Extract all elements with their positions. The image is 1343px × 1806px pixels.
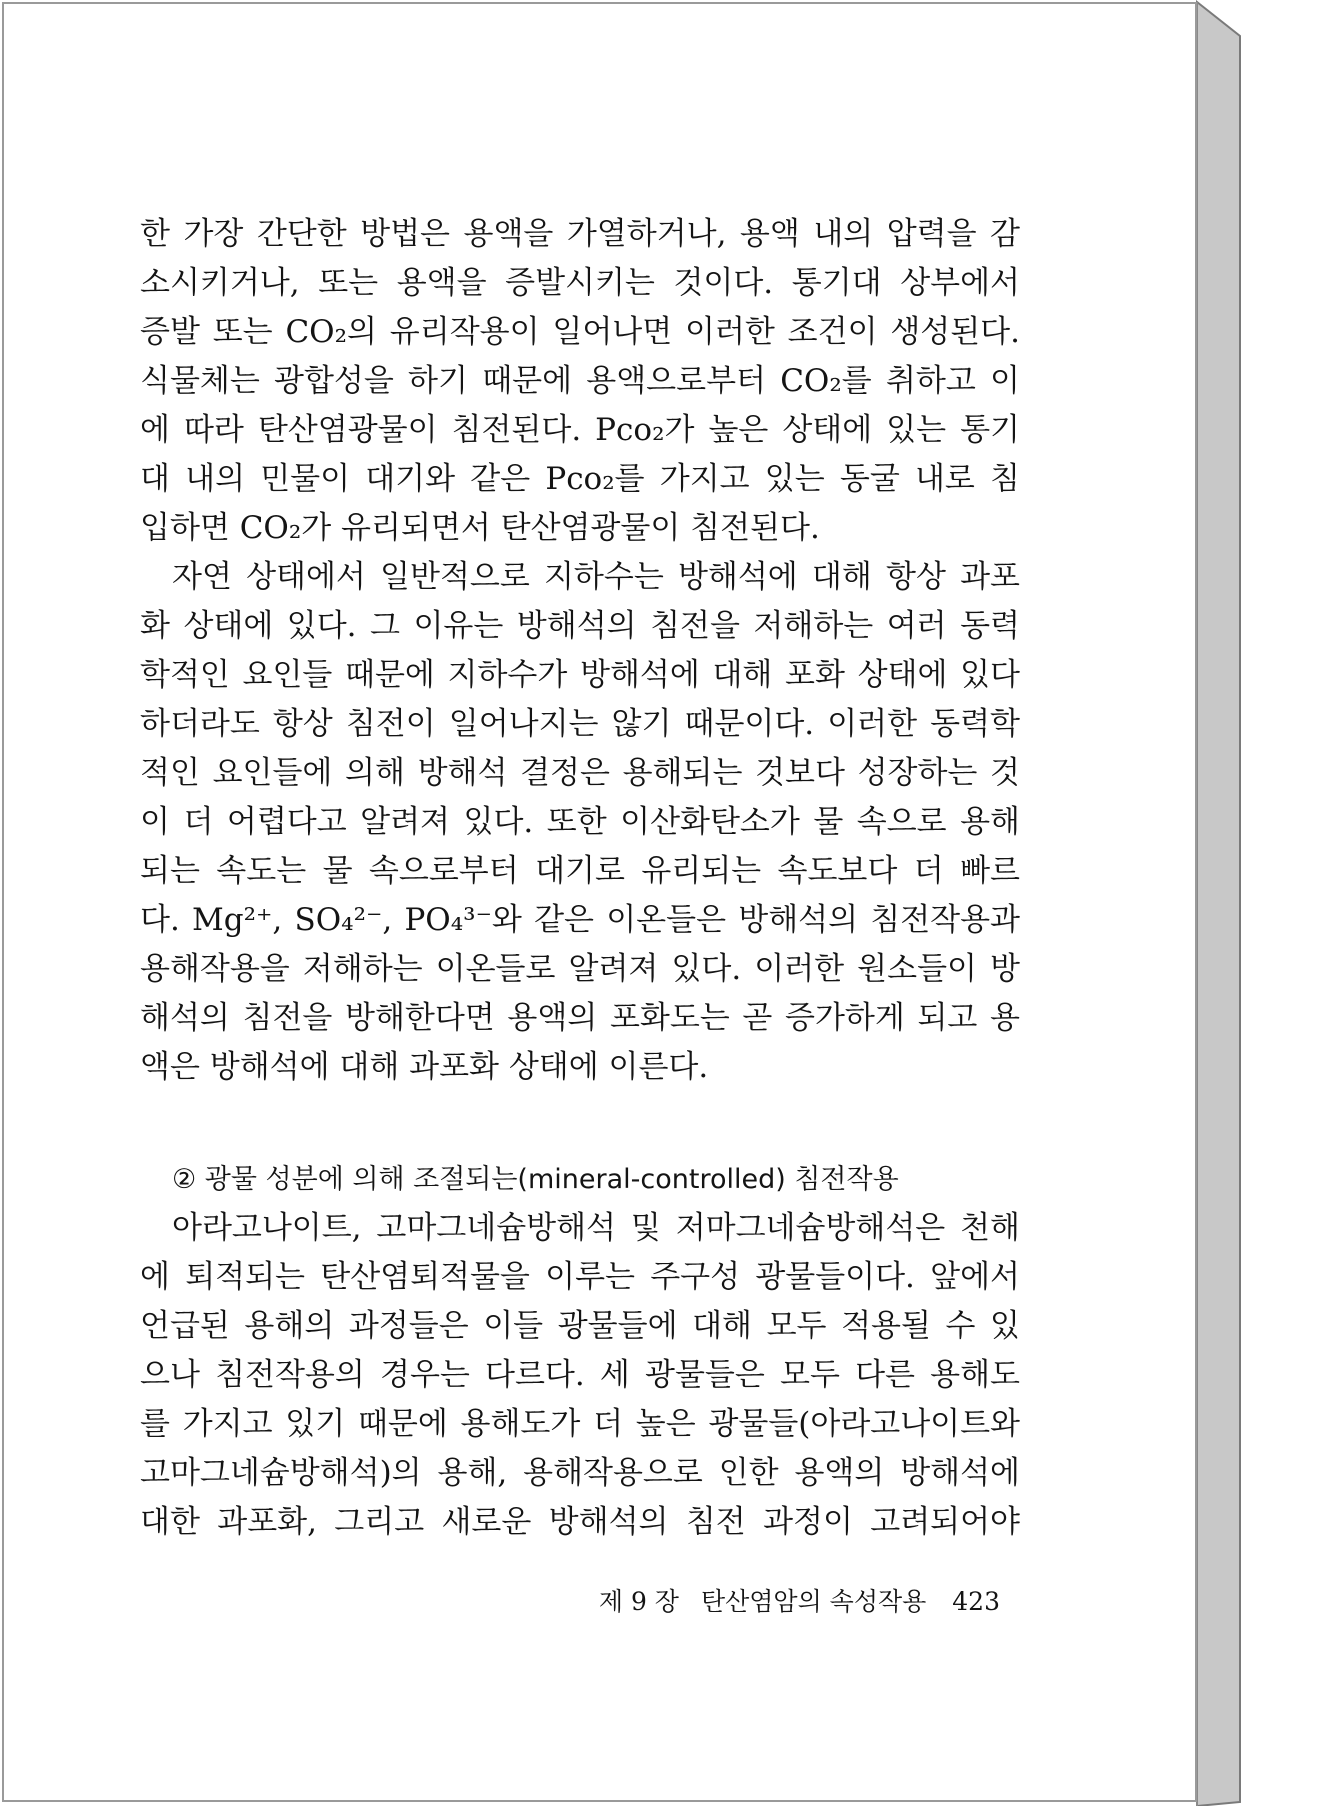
text-line: 화 상태에 있다. 그 이유는 방해석의 침전을 저해하는 여러 동력 (140, 608, 1020, 644)
text-line: 대한 과포화, 그리고 새로운 방해석의 침전 과정이 고려되어야 (140, 1504, 1020, 1540)
text-line: 되는 속도는 물 속으로부터 대기로 유리되는 속도보다 더 빠르 (140, 853, 1020, 889)
text-line: 에 퇴적되는 탄산염퇴적물을 이루는 주구성 광물들이다. 앞에서 (140, 1259, 1020, 1295)
text-line: 고마그네슘방해석)의 용해, 용해작용으로 인한 용액의 방해석에 (140, 1455, 1020, 1491)
footer-chapter-title: 탄산염암의 속성작용 (700, 1587, 927, 1616)
page-body (140, 210, 1020, 1547)
paragraph-2 (140, 553, 1020, 1092)
text-line: 액은 방해석에 대해 과포화 상태에 이른다. (140, 1049, 709, 1085)
paragraph-3 (140, 1204, 1020, 1547)
section-gap (140, 1092, 1020, 1155)
text-line: 용해작용을 저해하는 이온들로 알려져 있다. 이러한 원소들이 방 (140, 951, 1020, 987)
text-line: 식물체는 광합성을 하기 때문에 용액으로부터 CO₂를 취하고 이 (140, 363, 1020, 399)
text-line: 한 가장 간단한 방법은 용액을 가열하거나, 용액 내의 압력을 감 (140, 216, 1020, 252)
text-line: 다. Mg²⁺, SO₄²⁻, PO₄³⁻와 같은 이온들은 방해석의 침전작용과 (140, 902, 1020, 938)
text-line: 으나 침전작용의 경우는 다르다. 세 광물들은 모두 다른 용해도 (140, 1357, 1020, 1393)
text-line: 대 내의 민물이 대기와 같은 Pco₂를 가지고 있는 동굴 내로 침 (140, 461, 1020, 497)
text-line: 자연 상태에서 일반적으로 지하수는 방해석에 대해 항상 과포 (172, 559, 1020, 595)
page-footer (590, 1582, 1000, 1622)
text-line: 학적인 요인들 때문에 지하수가 방해석에 대해 포화 상태에 있다 (140, 657, 1020, 693)
footer-chapter: 제 9 장 (598, 1587, 679, 1616)
text-line: 이 더 어렵다고 알려져 있다. 또한 이산화탄소가 물 속으로 용해 (140, 804, 1020, 840)
text-line: 증발 또는 CO₂의 유리작용이 일어나면 이러한 조건이 생성된다. (140, 314, 1020, 350)
text-line: 입하면 CO₂가 유리되면서 탄산염광물이 침전된다. (140, 510, 820, 546)
section-heading: ② 광물 성분에 의해 조절되는(mineral-controlled) 침전작용 (172, 1164, 899, 1195)
text-line: 하더라도 항상 침전이 일어나지는 않기 때문이다. 이러한 동력학 (140, 706, 1020, 742)
text-line: 소시키거나, 또는 용액을 증발시키는 것이다. 통기대 상부에서 (140, 265, 1020, 301)
text-line: 를 가지고 있기 때문에 용해도가 더 높은 광물들(아라고나이트와 (140, 1406, 1020, 1442)
text-line: 해석의 침전을 방해한다면 용액의 포화도는 곧 증가하게 되고 용 (140, 1000, 1020, 1036)
text-line: 언급된 용해의 과정들은 이들 광물들에 대해 모두 적용될 수 있 (140, 1308, 1020, 1344)
text-line: 아라고나이트, 고마그네슘방해석 및 저마그네슘방해석은 천해 (172, 1210, 1020, 1246)
page-number: 423 (952, 1587, 1000, 1616)
text-line: 적인 요인들에 의해 방해석 결정은 용해되는 것보다 성장하는 것 (140, 755, 1020, 791)
paragraph-1 (140, 210, 1020, 553)
text-line: 에 따라 탄산염광물이 침전된다. Pco₂가 높은 상태에 있는 통기 (140, 412, 1020, 448)
